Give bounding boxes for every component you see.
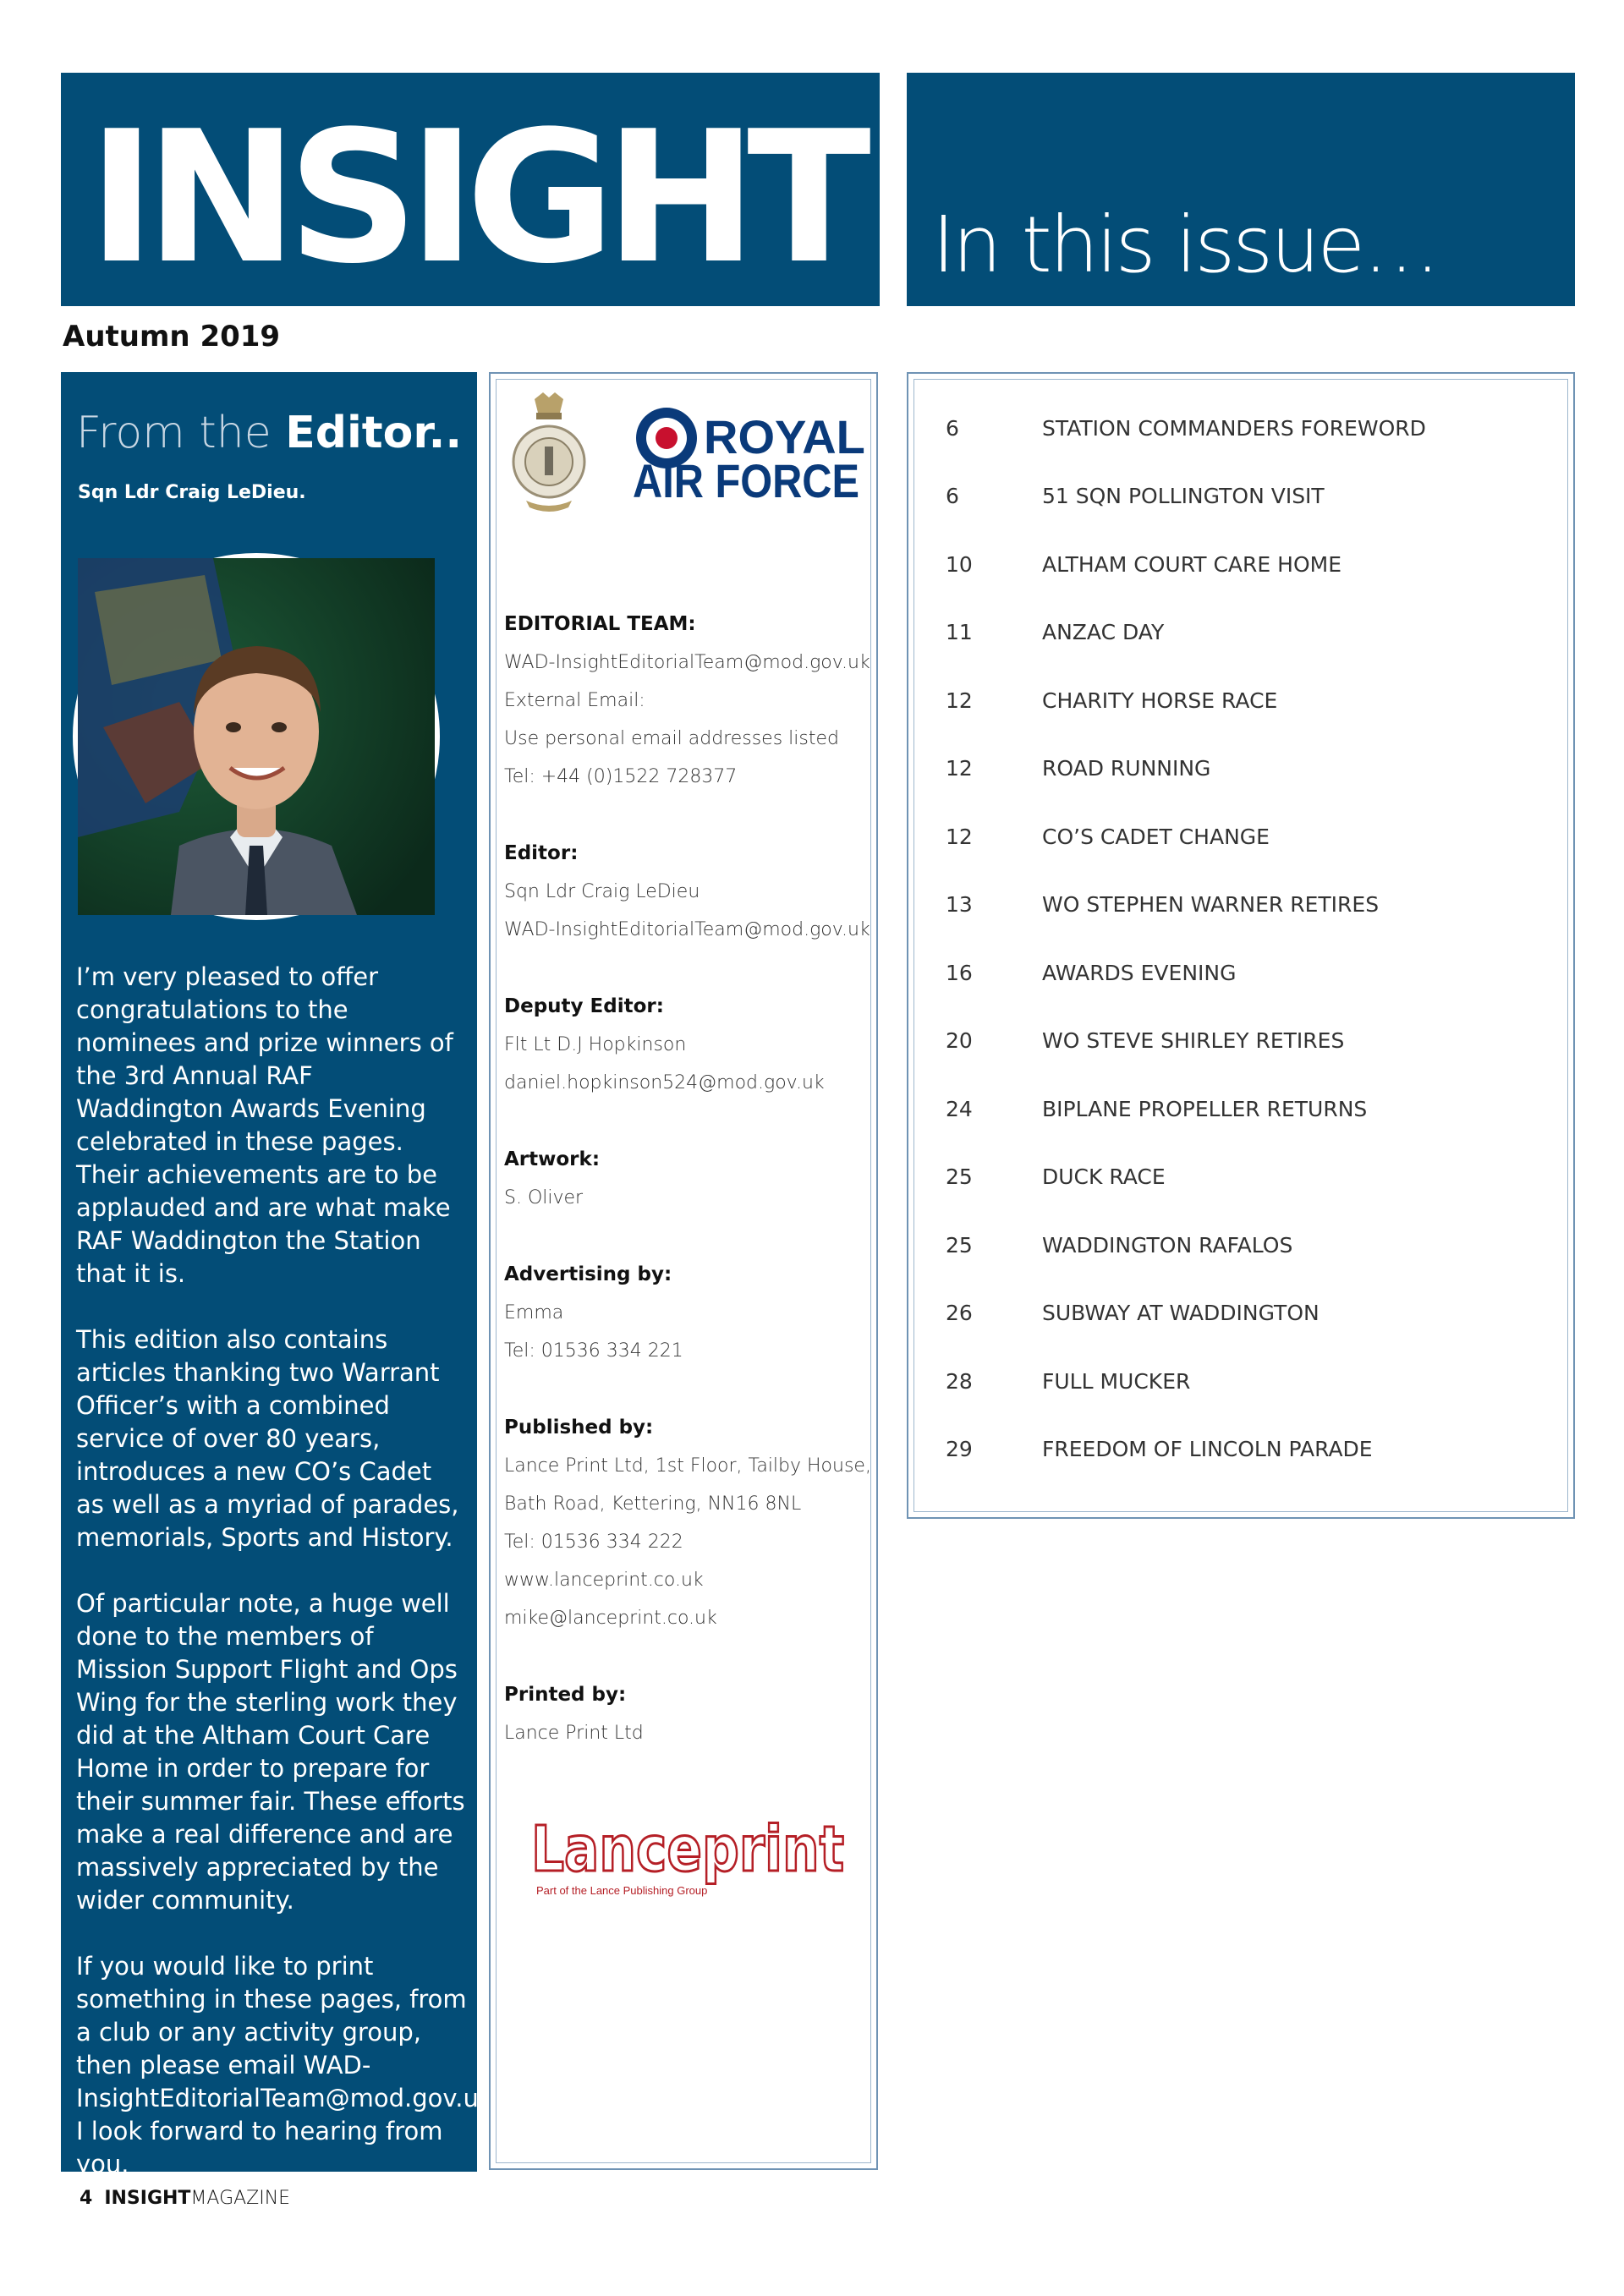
credit-printed-by [504,1676,868,1752]
contents-article-title: FULL MUCKER [1042,1368,1191,1394]
contents-page-number: 12 [946,756,973,781]
magazine-title: INSIGHT [88,91,861,304]
credit-label: Published by: [504,1417,654,1438]
contents-article-title: CHARITY HORSE RACE [1042,688,1278,713]
contents-page-number: 20 [946,1028,973,1054]
contents-article-title: WADDINGTON RAFALOS [1042,1232,1293,1258]
contents-page-number: 26 [946,1301,973,1326]
contents-page-number: 13 [946,892,973,918]
contents-page-number: 25 [946,1232,973,1258]
editor-heading [76,408,462,458]
credit-editor [504,835,868,949]
editor-paragraph: If you would like to print something in these pages, from a club or any activity group, then please email WAD-InsightEditorialTeam@mod.gov.uk. I look forward to hearing from you. [76,1952,501,2178]
contents-page-number: 12 [946,824,973,849]
footer-page-number: 4 [80,2188,93,2209]
contents-item [946,1416,1538,1484]
page-footer [80,2187,290,2211]
contents-page-number: 11 [946,620,973,645]
contents-item [946,1007,1538,1076]
contents-list [946,394,1538,1483]
credit-line: daniel.hopkinson524@mod.gov.uk [504,1072,825,1093]
credit-label: EDITORIAL TEAM: [504,613,696,635]
credit-label: Deputy Editor: [504,995,664,1017]
credit-line: Tel: 01536 334 222 [504,1532,683,1553]
credit-label: Editor: [504,842,579,864]
contents-page-number: 6 [946,484,959,509]
raf-logo-line2: AIR FORCE [633,454,859,507]
contents-page-number: 10 [946,551,973,577]
contents-item [946,666,1538,735]
contents-item [946,735,1538,803]
credit-line: External Email: [504,690,645,711]
editor-letter [76,961,501,2214]
issue-heading: In this issue… [932,200,1439,290]
staff-credits [504,606,871,1791]
contents-article-title: AWARDS EVENING [1042,960,1237,985]
credit-label: Artwork: [504,1148,601,1170]
contents-item [946,530,1538,599]
credit-line: Lance Print Ltd, 1st Floor, Tailby House, [504,1455,871,1477]
contents-item [946,1211,1538,1280]
contents-article-title: SUBWAY AT WADDINGTON [1042,1301,1320,1326]
masthead [61,73,880,306]
credit-label: Printed by: [504,1684,627,1706]
contents-article-title: 51 SQN POLLINGTON VISIT [1042,484,1325,509]
contents-item [946,463,1538,531]
credit-line: Sqn Ldr Craig LeDieu [504,881,700,902]
contents-article-title: STATION COMMANDERS FOREWORD [1042,415,1426,441]
contents-article-title: WO STEPHEN WARNER RETIRES [1042,892,1380,918]
credit-line: WAD-InsightEditorialTeam@mod.gov.uk [504,919,870,940]
contents-page-number: 24 [946,1096,973,1121]
contents-item [946,1280,1538,1348]
editor-paragraph: I’m very pleased to offer congratulations to the nominees and prize winners of the 3rd Annual RAF Waddington Awards Evening celebrated in these pages. Their achievements are to be applauded and are what make RAF Waddington the Station that it is. [76,962,453,1288]
contents-article-title: ALTHAM COURT CARE HOME [1042,551,1341,577]
footer-brand-light: MAGAZINE [190,2188,291,2209]
credit-line: mike@lanceprint.co.uk [504,1608,717,1629]
contents-page-number: 16 [946,960,973,985]
credit-line: Emma [504,1302,564,1323]
contents-article-title: CO’S CADET CHANGE [1042,824,1270,849]
editor-byline: Sqn Ldr Craig LeDieu. [78,482,306,503]
raf-logo [631,403,865,507]
contents-page-number: 29 [946,1437,973,1462]
credit-line: www.lanceprint.co.uk [504,1570,704,1591]
contents-item [946,803,1538,871]
contents-page-number: 28 [946,1368,973,1394]
contents-item [946,394,1538,463]
credit-line: Tel: 01536 334 221 [504,1340,683,1362]
contents-article-title: ANZAC DAY [1042,620,1165,645]
contents-article-title: WO STEVE SHIRLEY RETIRES [1042,1028,1345,1054]
contents-article-title: DUCK RACE [1042,1164,1166,1190]
credit-editorial-team [504,606,868,796]
contents-item [946,871,1538,940]
editor-portrait-illustration [78,558,435,915]
lanceprint-logo-tagline: Part of the Lance Publishing Group [536,1884,708,1897]
lanceprint-logo [529,1810,851,1903]
credit-line: Flt Lt D.J Hopkinson [504,1034,687,1055]
credit-artwork [504,1141,868,1217]
contents-article-title: FREEDOM OF LINCOLN PARADE [1042,1437,1373,1462]
credit-deputy-editor [504,988,868,1102]
contents-article-title: ROAD RUNNING [1042,756,1211,781]
contents-item [946,599,1538,667]
editor-heading-light: From the [76,408,286,458]
editor-paragraph: Of particular note, a huge well done to the members of Mission Support Flight and Ops Wing for the sterling work they did at the Altham Court Care Home in order to prepare for their summer fair. These efforts make a real difference and are massively appreciated by the wider community. [76,1589,465,1915]
raf-logo-line1: ROYAL [704,410,865,463]
contents-item [946,939,1538,1007]
station-crest-icon [509,392,589,511]
editorial-team-column [489,372,878,2170]
credit-line: Lance Print Ltd [504,1723,644,1744]
editor-portrait [73,553,440,920]
issue-heading-box [907,73,1575,306]
issue-season: Autumn 2019 [63,320,281,353]
credit-advertising [504,1256,868,1370]
contents-article-title: BIPLANE PROPELLER RETURNS [1042,1096,1368,1121]
credit-line: Tel: +44 (0)1522 728377 [504,766,738,787]
footer-brand-bold: INSIGHT [104,2188,191,2209]
credit-label: Advertising by: [504,1263,672,1285]
contents-item [946,1143,1538,1212]
lanceprint-logo-text: Lanceprint [531,1813,844,1886]
contents-page-number: 12 [946,688,973,713]
contents-page-number: 25 [946,1164,973,1190]
credit-line: WAD-InsightEditorialTeam@mod.gov.uk [504,652,870,673]
contents-item [946,1075,1538,1143]
credit-line: Bath Road, Kettering, NN16 8NL [504,1493,802,1515]
editor-paragraph: This edition also contains articles thanking two Warrant Officer’s with a combined service of over 80 years, introduces a new CO’s Cadet as well as a myriad of parades, memorials, Sports and History. [76,1325,459,1552]
contents-item [946,1347,1538,1416]
editor-column [61,372,501,2178]
contents-box [907,372,1575,1519]
editor-heading-bold: Editor.. [285,408,463,458]
credit-line: S. Oliver [504,1187,584,1208]
contents-page-number: 6 [946,415,959,441]
credit-line: Use personal email addresses listed [504,728,839,749]
credit-published-by [504,1409,871,1637]
